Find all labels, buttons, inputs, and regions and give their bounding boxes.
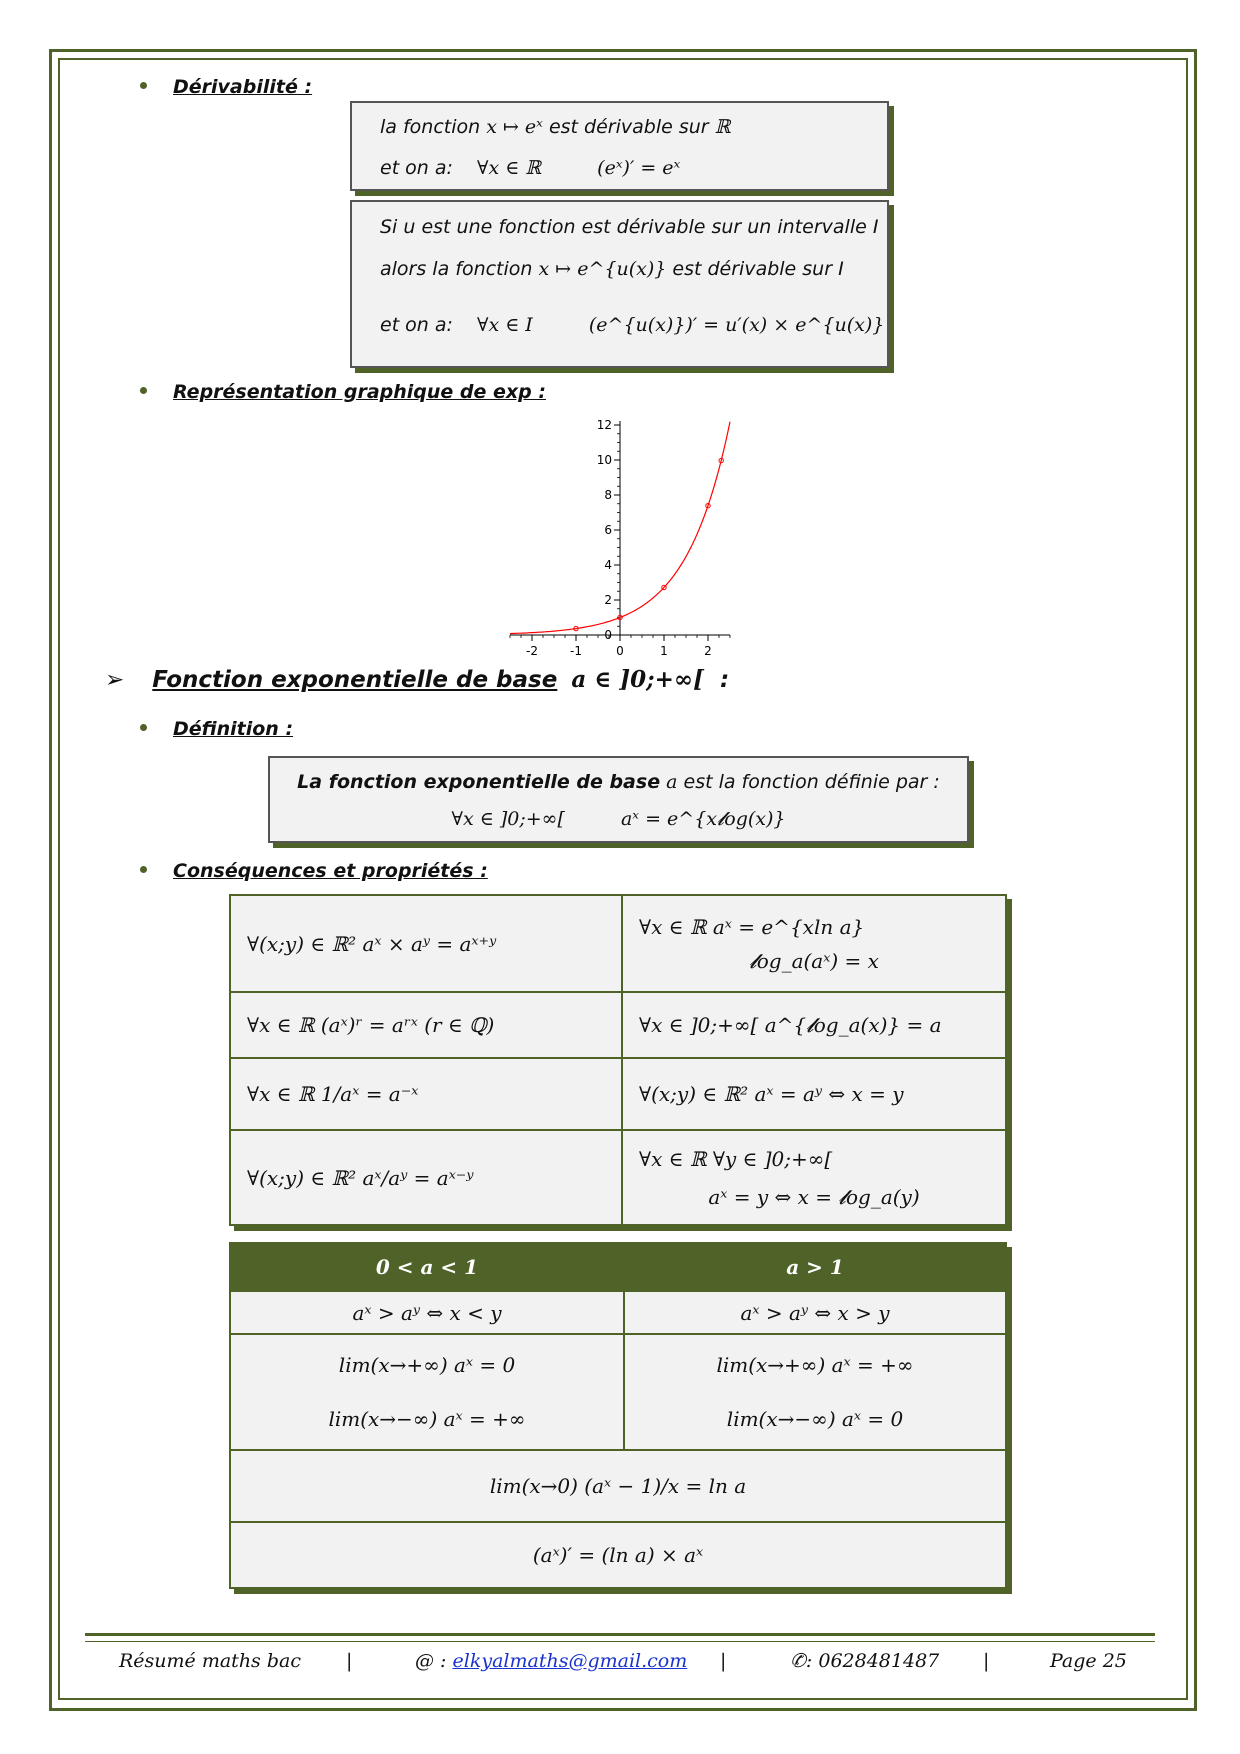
footer (85, 1644, 1155, 1678)
box2-line3: et on a: ∀x ∈ I (e^{u(x)})′ = u′(x) × e^{u(x)} (380, 314, 885, 336)
derivability-box-2 (350, 200, 889, 368)
arrow-icon: ➢ (105, 667, 125, 693)
box1-line2: et on a: ∀x ∈ ℝ (eˣ)′ = eˣ (380, 157, 681, 179)
derivability-box-1 (350, 101, 889, 191)
y-tick-label: 12 (596, 418, 612, 432)
definition-line1: La fonction exponentielle de base a est la fonction définie par : (297, 771, 940, 793)
heading-representation: Représentation graphique de exp : (140, 381, 546, 403)
footer-phone: ✆: 0628481487 (790, 1650, 940, 1672)
box1-line1: la fonction x ↦ eˣ est dérivable sur ℝ (380, 116, 731, 138)
x-tick-label: -2 (526, 644, 538, 658)
x-tick-label: 0 (616, 644, 624, 658)
graph-markers (574, 458, 724, 630)
footer-page: Page 25 (1050, 1650, 1127, 1672)
table-header-row: 0 < a < 1 a > 1 (230, 1243, 1006, 1291)
table-row: ∀(x;y) ∈ ℝ² aˣ × aʸ = aˣ⁺ʸ ∀x ∈ ℝ aˣ = e^{xln a} 𝓵og_a(aˣ) = x (230, 895, 1006, 992)
email-link[interactable]: elkyalmaths@gmail.com (452, 1650, 688, 1672)
heading-definition: Définition : (140, 718, 293, 740)
y-tick-label: 2 (604, 593, 612, 607)
bullet-icon (140, 724, 147, 731)
section-title: ➢ Fonction exponentielle de base a ∈ ]0;+∞[ : (105, 666, 730, 693)
footer-rule (85, 1633, 1155, 1636)
comparison-table (229, 1242, 1007, 1589)
footer-rule-thin (85, 1641, 1155, 1642)
exp-graph (490, 415, 750, 665)
x-tick-label: -1 (570, 644, 582, 658)
x-tick-label: 1 (660, 644, 668, 658)
x-tick-label: 2 (704, 644, 712, 658)
box2-line2: alors la fonction x ↦ e^{u(x)} est dérivable sur I (380, 258, 844, 280)
y-tick-label: 8 (604, 488, 612, 502)
y-tick-label: 6 (604, 523, 612, 537)
y-tick-label: 0 (604, 628, 612, 642)
bullet-icon (140, 866, 147, 873)
footer-email: @ : elkyalmaths@gmail.com (415, 1650, 688, 1672)
table-row: ∀x ∈ ℝ 1/aˣ = a⁻ˣ ∀(x;y) ∈ ℝ² aˣ = aʸ ⇔ x = y (230, 1058, 1006, 1130)
footer-separator: | (720, 1650, 727, 1672)
bullet-icon (140, 82, 147, 89)
y-tick-label: 4 (604, 558, 612, 572)
definition-line2: ∀x ∈ ]0;+∞[ aˣ = e^{x𝓵og(x)} (451, 808, 786, 830)
table-row: ∀(x;y) ∈ ℝ² aˣ/aʸ = aˣ⁻ʸ ∀x ∈ ℝ ∀y ∈ ]0;+∞[ aˣ = y ⇔ x = 𝓵og_a(y) (230, 1130, 1006, 1225)
table-row: (aˣ)′ = (ln a) × aˣ (230, 1522, 1006, 1588)
table-row: ∀x ∈ ℝ (aˣ)ʳ = aʳˣ (r ∈ ℚ) ∀x ∈ ]0;+∞[ a^{𝓵og_a(x)} = a (230, 992, 1006, 1058)
footer-title: Résumé maths bac (119, 1650, 301, 1672)
heading-consequences: Conséquences et propriétés : (140, 860, 488, 882)
heading-derivabilite: Dérivabilité : (140, 76, 312, 98)
definition-box (268, 756, 969, 843)
footer-separator: | (346, 1650, 353, 1672)
footer-separator: | (983, 1650, 990, 1672)
table-row: lim(x→+∞) aˣ = 0 lim(x→−∞) aˣ = +∞ lim(x→+∞) aˣ = +∞ lim(x→−∞) aˣ = 0 (230, 1334, 1006, 1450)
bullet-icon (140, 387, 147, 394)
properties-table (229, 894, 1007, 1226)
graph-axes (510, 421, 730, 635)
box2-line1: Si u est une fonction est dérivable sur un intervalle I (380, 216, 879, 238)
table-row: lim(x→0) (aˣ − 1)/x = ln a (230, 1450, 1006, 1522)
table-row: aˣ > aʸ ⇔ x < y aˣ > aʸ ⇔ x > y (230, 1291, 1006, 1334)
y-tick-label: 10 (596, 453, 612, 467)
